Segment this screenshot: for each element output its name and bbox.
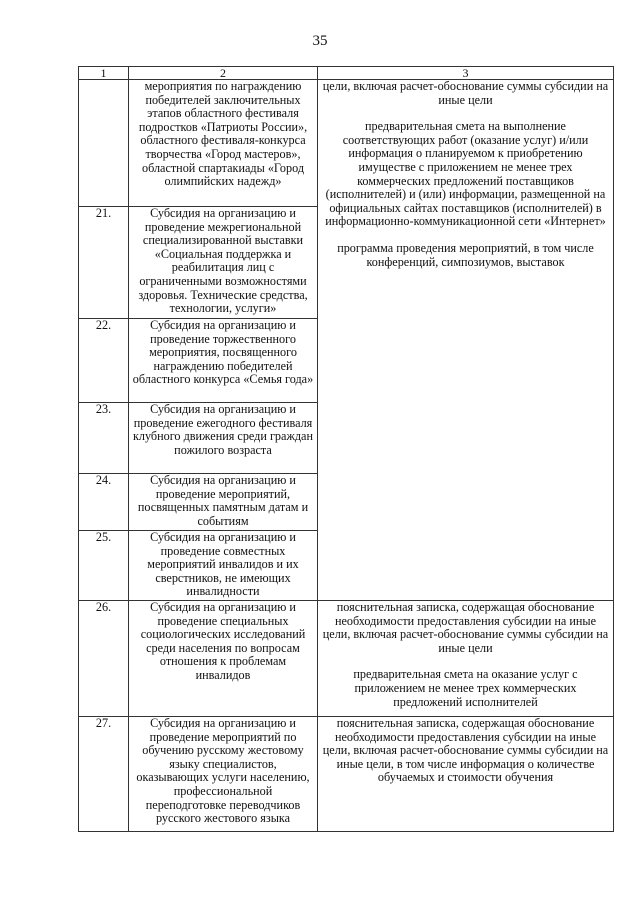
document-item: цели, включая расчет-обоснование суммы субсидии на иные цели [322,79,609,107]
row-number: 26. [79,601,129,717]
subsidy-name: Субсидия на организацию и проведение ежегодного фестиваля клубного движения среди граждан пожилого возраста [129,403,318,474]
column-header: 1 [79,67,129,80]
subsidy-name: Субсидия на организацию и проведение специальных социологических исследований среди населения по вопросам отношения к проблемам инвалидов [129,601,318,717]
document-item: пояснительная записка, содержащая обоснование необходимости предоставления субсидии на иные цели, включая расчет-обоснование суммы субсидии на иные цели [322,600,609,655]
table-row [79,80,614,207]
subsidy-name: Субсидия на организацию и проведение межрегиональной специализированной выставки «Социальная поддержка и реабилитация лиц с ограниченными возможностями здоровья. Технические средства, технологии, услуги» [129,207,318,319]
document-item: предварительная смета на оказание услуг с приложением не менее трех коммерческих предложений исполнителей [353,667,578,709]
row-number [79,80,129,207]
subsidy-name: Субсидия на организацию и проведение мероприятий, посвященных памятным датам и событиям [129,474,318,531]
table-row [79,601,614,717]
document-item: предварительная смета на выполнение соответствующих работ (оказание услуг) и/или информация о планируемом к приобретению имуществе с приложением не менее трех коммерческих предложений поставщиков (исполнителей) и (или) информации, размещенной на официальных сайтах поставщиков (исполнителей) в информационно-коммуникационной сети «Интернет» [325,119,606,229]
column-header: 2 [129,67,318,80]
row-number: 27. [79,717,129,832]
subsidy-name: Субсидия на организацию и проведение торжественного мероприятия, посвященного награждению победителей областного конкурса «Семья года» [129,319,318,403]
document-item: пояснительная записка, содержащая обоснование необходимости предоставления субсидии на иные цели, включая расчет-обоснование суммы субсидии на иные цели, в том числе информация о количестве обучаемых и стоимости обучения [322,716,609,785]
column-header: 3 [318,67,614,80]
document-item: программа проведения мероприятий, в том числе конференций, симпозиумов, выставок [337,240,594,269]
table-header-row [79,67,614,80]
required-documents [318,80,614,601]
subsidy-name: Субсидия на организацию и проведение мероприятий по обучению русскому жестовому языку специалистов, оказывающих услуги населению, профессиональной переподготовке переводчиков русского жестового языка [129,717,318,832]
required-documents [318,601,614,717]
subsidy-name: мероприятия по награждению победителей заключительных этапов областного фестиваля подростков «Патриоты России», областного фестиваля-конкурса творчества «Город мастеров», областной спартакиады «Город олимпийских надежд» [129,80,318,207]
subsidy-name: Субсидия на организацию и проведение совместных мероприятий инвалидов и их сверстников, не имеющих инвалидности [129,531,318,601]
page-number: 35 [312,33,328,49]
table-row [79,717,614,832]
required-documents [318,717,614,832]
subsidy-table [78,66,614,832]
row-number: 21. [79,207,129,319]
row-number: 25. [79,531,129,601]
row-number: 24. [79,474,129,531]
row-number: 22. [79,319,129,403]
row-number: 23. [79,403,129,474]
